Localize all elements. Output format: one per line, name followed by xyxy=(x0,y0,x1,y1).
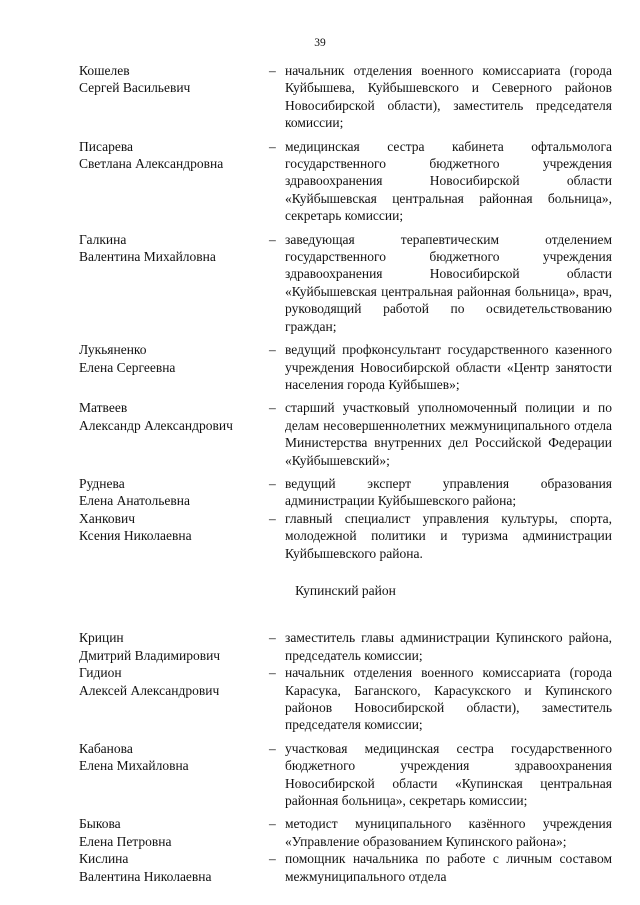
member-description: начальник отделения военного комиссариата (города Карасука, Баганского, Карасукского и Купинского районов Новосибирской области), заместитель председателя комиссии; xyxy=(285,665,612,733)
member-entry xyxy=(79,510,612,562)
member-name xyxy=(79,629,269,664)
member-entry xyxy=(79,138,612,225)
member-given-names: Алексей Александрович xyxy=(79,682,220,698)
member-surname: Матвеев xyxy=(79,400,128,416)
member-surname: Кошелев xyxy=(79,63,130,78)
member-surname: Галкина xyxy=(79,231,127,247)
document-body xyxy=(79,62,612,891)
member-description: старший участковый уполномоченный полиции и по делам несовершеннолетних межмуниципального отдела Министерства внутренних дел Российской Федерации «Куйбышевский»; xyxy=(285,400,612,468)
dash-separator: – xyxy=(269,851,276,867)
member-name xyxy=(79,341,269,376)
member-description: заведующая терапевтическим отделением государственного бюджетного учреждения здравоохранения Новосибирской области «Куйбышевская центральная районная больница», врач, руководящий работой по освидетельствованию граждан; xyxy=(285,231,612,334)
member-given-names: Светлана Александровна xyxy=(79,156,224,172)
member-surname: Быкова xyxy=(79,816,121,832)
member-entry xyxy=(79,62,612,132)
member-description: начальник отделения военного комиссариата (города Куйбышева, Куйбышевского и Северного районов Новосибирской области), заместитель председателя комиссии; xyxy=(285,63,612,131)
member-entry xyxy=(79,629,612,664)
member-given-names: Елена Михайловна xyxy=(79,758,189,774)
member-surname: Руднева xyxy=(79,475,125,491)
member-surname: Лукьяненко xyxy=(79,342,147,358)
member-surname: Крицин xyxy=(79,630,124,646)
member-given-names: Валентина Михайловна xyxy=(79,249,216,265)
member-surname: Кабанова xyxy=(79,740,133,756)
section-title: Купинский район xyxy=(295,582,396,598)
member-name xyxy=(79,664,269,699)
member-name xyxy=(79,510,269,545)
member-description: главный специалист управления культуры, спорта, молодежной политики и туризма администрации Куйбышевского района. xyxy=(285,510,612,561)
member-entry xyxy=(79,231,612,335)
member-given-names: Александр Александрович xyxy=(79,417,233,433)
member-name xyxy=(79,850,269,885)
member-description: ведущий профконсультант государственного казенного учреждения Новосибирской области «Центр занятости населения города Куйбышев»; xyxy=(285,342,612,392)
member-entry xyxy=(79,664,612,734)
member-name xyxy=(79,138,269,173)
member-entry xyxy=(79,475,612,510)
member-name xyxy=(79,475,269,510)
member-description: участковая медицинская сестра государственного бюджетного учреждения здравоохранения Новосибирской области «Купинская центральная районная больница», секретарь комиссии; xyxy=(285,740,612,809)
member-description: помощник начальника по работе с личным составом межмуниципального отдела xyxy=(285,851,612,884)
member-given-names: Ксения Николаевна xyxy=(79,528,192,544)
dash-separator: – xyxy=(269,63,276,78)
member-given-names: Елена Петровна xyxy=(79,833,172,849)
member-description: заместитель главы администрации Купинского района, председатель комиссии; xyxy=(285,630,612,663)
page-number: 39 xyxy=(314,37,326,49)
member-given-names: Валентина Николаевна xyxy=(79,868,212,884)
member-description: методист муниципального казённого учреждения «Управление образованием Купинского района»; xyxy=(285,816,612,849)
member-given-names: Елена Сергеевна xyxy=(79,359,176,375)
member-name xyxy=(79,740,269,775)
dash-separator: – xyxy=(269,630,276,646)
member-given-names: Сергей Васильевич xyxy=(79,80,191,96)
member-entry xyxy=(79,399,612,469)
member-surname: Писарева xyxy=(79,138,134,154)
dash-separator: – xyxy=(269,138,276,154)
member-surname: Кислина xyxy=(79,851,129,867)
member-entry xyxy=(79,815,612,850)
member-description: медицинская сестра кабинета офтальмолога государственного бюджетного учреждения здравоохранения Новосибирской области «Куйбышевская центральная районная больница», секретарь комиссии; xyxy=(285,138,612,224)
dash-separator: – xyxy=(269,342,276,358)
dash-separator: – xyxy=(269,816,276,832)
dash-separator: – xyxy=(269,665,276,681)
member-given-names: Дмитрий Владимирович xyxy=(79,647,221,663)
member-entry xyxy=(79,850,612,885)
dash-separator: – xyxy=(269,740,276,756)
member-entry xyxy=(79,740,612,810)
member-name xyxy=(79,231,269,266)
member-description: ведущий эксперт управления образования администрации Куйбышевского района; xyxy=(285,475,612,509)
dash-separator: – xyxy=(269,400,276,416)
dash-separator: – xyxy=(269,510,276,526)
member-surname: Ханкович xyxy=(79,510,135,526)
member-name xyxy=(79,399,269,434)
member-entry xyxy=(79,341,612,393)
member-name xyxy=(79,815,269,850)
member-surname: Гидион xyxy=(79,665,122,681)
dash-separator: – xyxy=(269,475,276,491)
member-name xyxy=(79,62,269,97)
member-given-names: Елена Анатольевна xyxy=(79,493,190,509)
dash-separator: – xyxy=(269,231,276,247)
